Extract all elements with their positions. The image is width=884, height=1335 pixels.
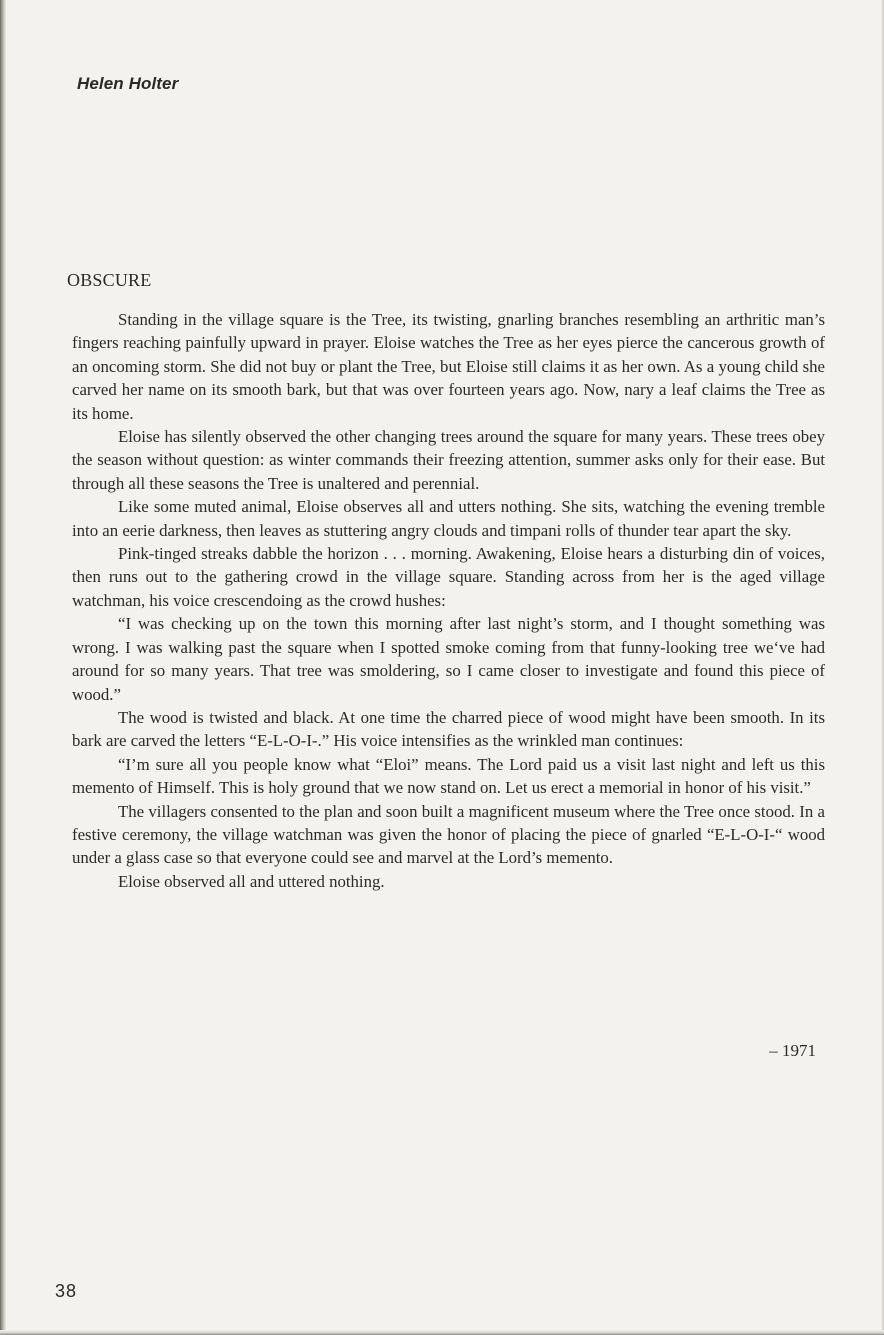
story-paragraph: Like some muted animal, Eloise observes all and utters nothing. She sits, watching the evening tremble into an eerie darkness, then leaves as stuttering angry clouds and timpani rolls of thunder tear apart the sky. <box>72 497 825 540</box>
story-paragraph: The wood is twisted and black. At one time the charred piece of wood might have been smooth. In its bark are carved the letters “E-L-O-I-.” His voice intensifies as the wrinkled man continues: <box>72 707 825 751</box>
story-date: – 1971 <box>769 1041 816 1060</box>
story-paragraph: “I was checking up on the town this morning after last night’s storm, and I thought something was wrong. I was walking past the square when I spotted smoke coming from that funny-looking tree we‘ve had around for so many years. That tree was smoldering, so I came closer to investigate and found this piece of wood.” <box>72 614 825 704</box>
page-number: 38 <box>55 1281 78 1301</box>
story-paragraph: “I’m sure all you people know what “Eloi” means. The Lord paid us a visit last night and left us this memento of Himself. This is holy ground that we now stand on. Let us erect a memorial in honor of his visit.” <box>72 754 825 798</box>
page-binding-edge <box>0 0 6 1335</box>
story-paragraph: The villagers consented to the plan and soon built a magnificent museum where the Tree once stood. In a festive ceremony, the village watchman was given the honor of placing the piece of gnarled “E-L-O-I-“ wood under a glass case so that everyone could see and marvel at the Lord’s memento. <box>72 801 825 868</box>
page-bottom-edge <box>0 1330 884 1335</box>
story-paragraph: Standing in the village square is the Tree, its twisting, gnarling branches resembling an arthritic man’s fingers reaching painfully upward in prayer. Eloise watches the Tree as her eyes pierce the cancerous growth of an oncoming storm. She did not buy or plant the Tree, but Eloise still claims it as her own. As a young child she carved her name on its smooth bark, but that was over fourteen years ago. Now, nary a leaf claims the Tree as its home. <box>72 310 825 423</box>
story-paragraph: Eloise has silently observed the other changing trees around the square for many years. These trees obey the season without question: as winter commands their freezing attention, summer asks only for their ease. But through all these seasons the Tree is unaltered and perennial. <box>72 427 825 493</box>
story-paragraph: Pink-tinged streaks dabble the horizon . . . morning. Awakening, Eloise hears a disturbing din of voices, then runs out to the gathering crowd in the village square. Standing across from her is the aged village watchman, his voice crescendoing as the crowd hushes: <box>72 544 825 610</box>
author-name: Helen Holter <box>77 74 179 93</box>
story-paragraph: Eloise observed all and uttered nothing. <box>118 871 385 891</box>
story-body <box>72 308 825 893</box>
story-title: OBSCURE <box>67 270 152 290</box>
